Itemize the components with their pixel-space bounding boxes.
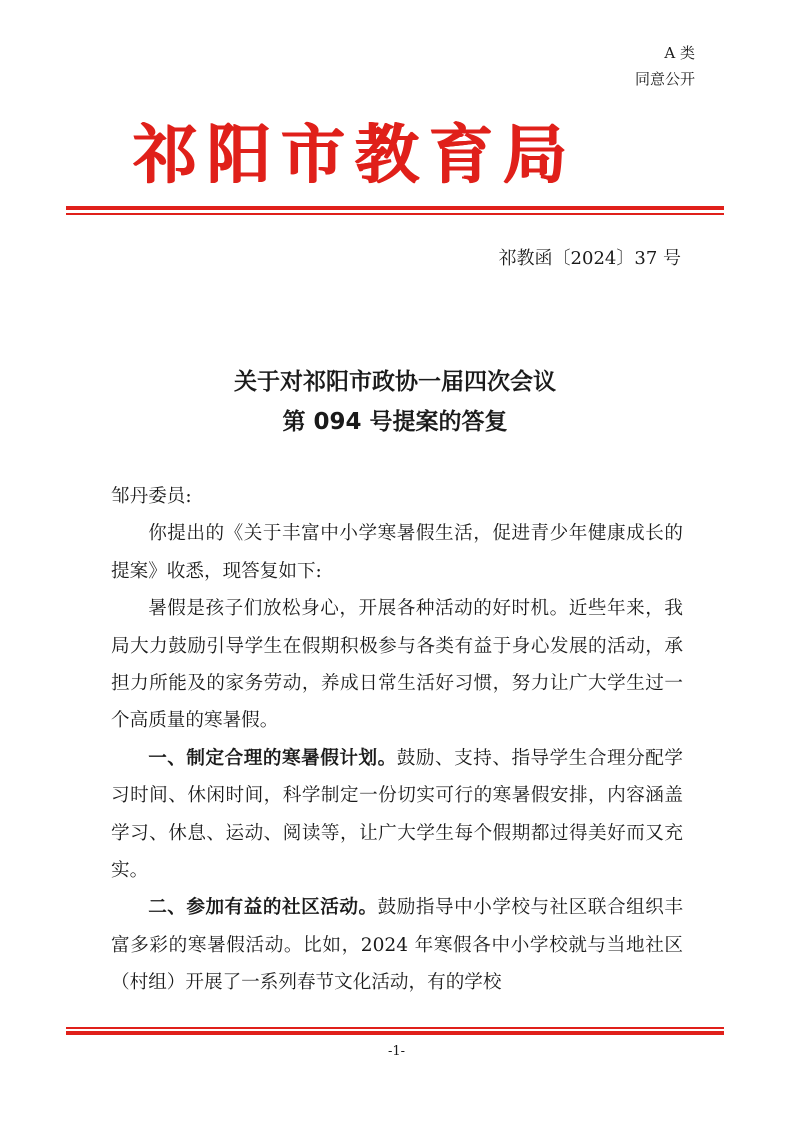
section-2-text: 鼓励指导中小学校与社区联合组织丰富多彩的寒暑假活动。比如，2024 年寒假各中小学校就与当地社区（村组）开展了一系列春节文化活动，有的学校 [111,897,683,994]
letterhead-issuer: 祁阳市教育局 [133,118,577,193]
footer-divider-thick [66,1031,724,1035]
salutation: 邹丹委员: [111,486,192,507]
section-1-text: 鼓励、支持、指导学生合理分配学习时间、休闲时间，科学制定一份切实可行的寒暑假安排，内容涵盖学习、休息、运动、阅读等，让广大学生每个假期都过得美好而又充实。 [111,747,683,882]
title-line-1: 关于对祁阳市政协一届四次会议 [234,369,556,395]
page-number: -1- [387,1044,406,1059]
section-2-heading: 二、参加有益的社区活动。 [148,897,378,919]
paragraph-introduction: 暑假是孩子们放松身心，开展各种活动的好时机。近些年来，我局大力鼓励引导学生在假期积极参与各类有益于身心发展的活动，承担力所能及的家务劳动，养成日常生活好习惯，努力让广大学生过一个高质量的寒暑假。 [111,598,683,732]
paragraph-section-1 [111,740,683,890]
letterhead-divider-thick [66,206,724,210]
title-line-2: 第 094 号提案的答复 [282,409,508,435]
document-title [66,362,724,442]
disclosure-label: 同意公开 [634,70,695,88]
section-1-heading: 一、制定合理的寒暑假计划。 [148,747,397,769]
category-label: A 类 [664,44,695,62]
letterhead-divider-thin [66,213,724,215]
document-number: 祁教函〔2024〕37 号 [498,248,681,269]
document-body [111,478,683,1002]
footer-divider-thin [66,1027,724,1029]
paragraph-section-2 [111,889,683,1001]
paragraph-acknowledgement: 你提出的《关于丰富中小学寒暑假生活，促进青少年健康成长的提案》收悉，现答复如下: [111,523,683,582]
classification-block [635,40,695,92]
